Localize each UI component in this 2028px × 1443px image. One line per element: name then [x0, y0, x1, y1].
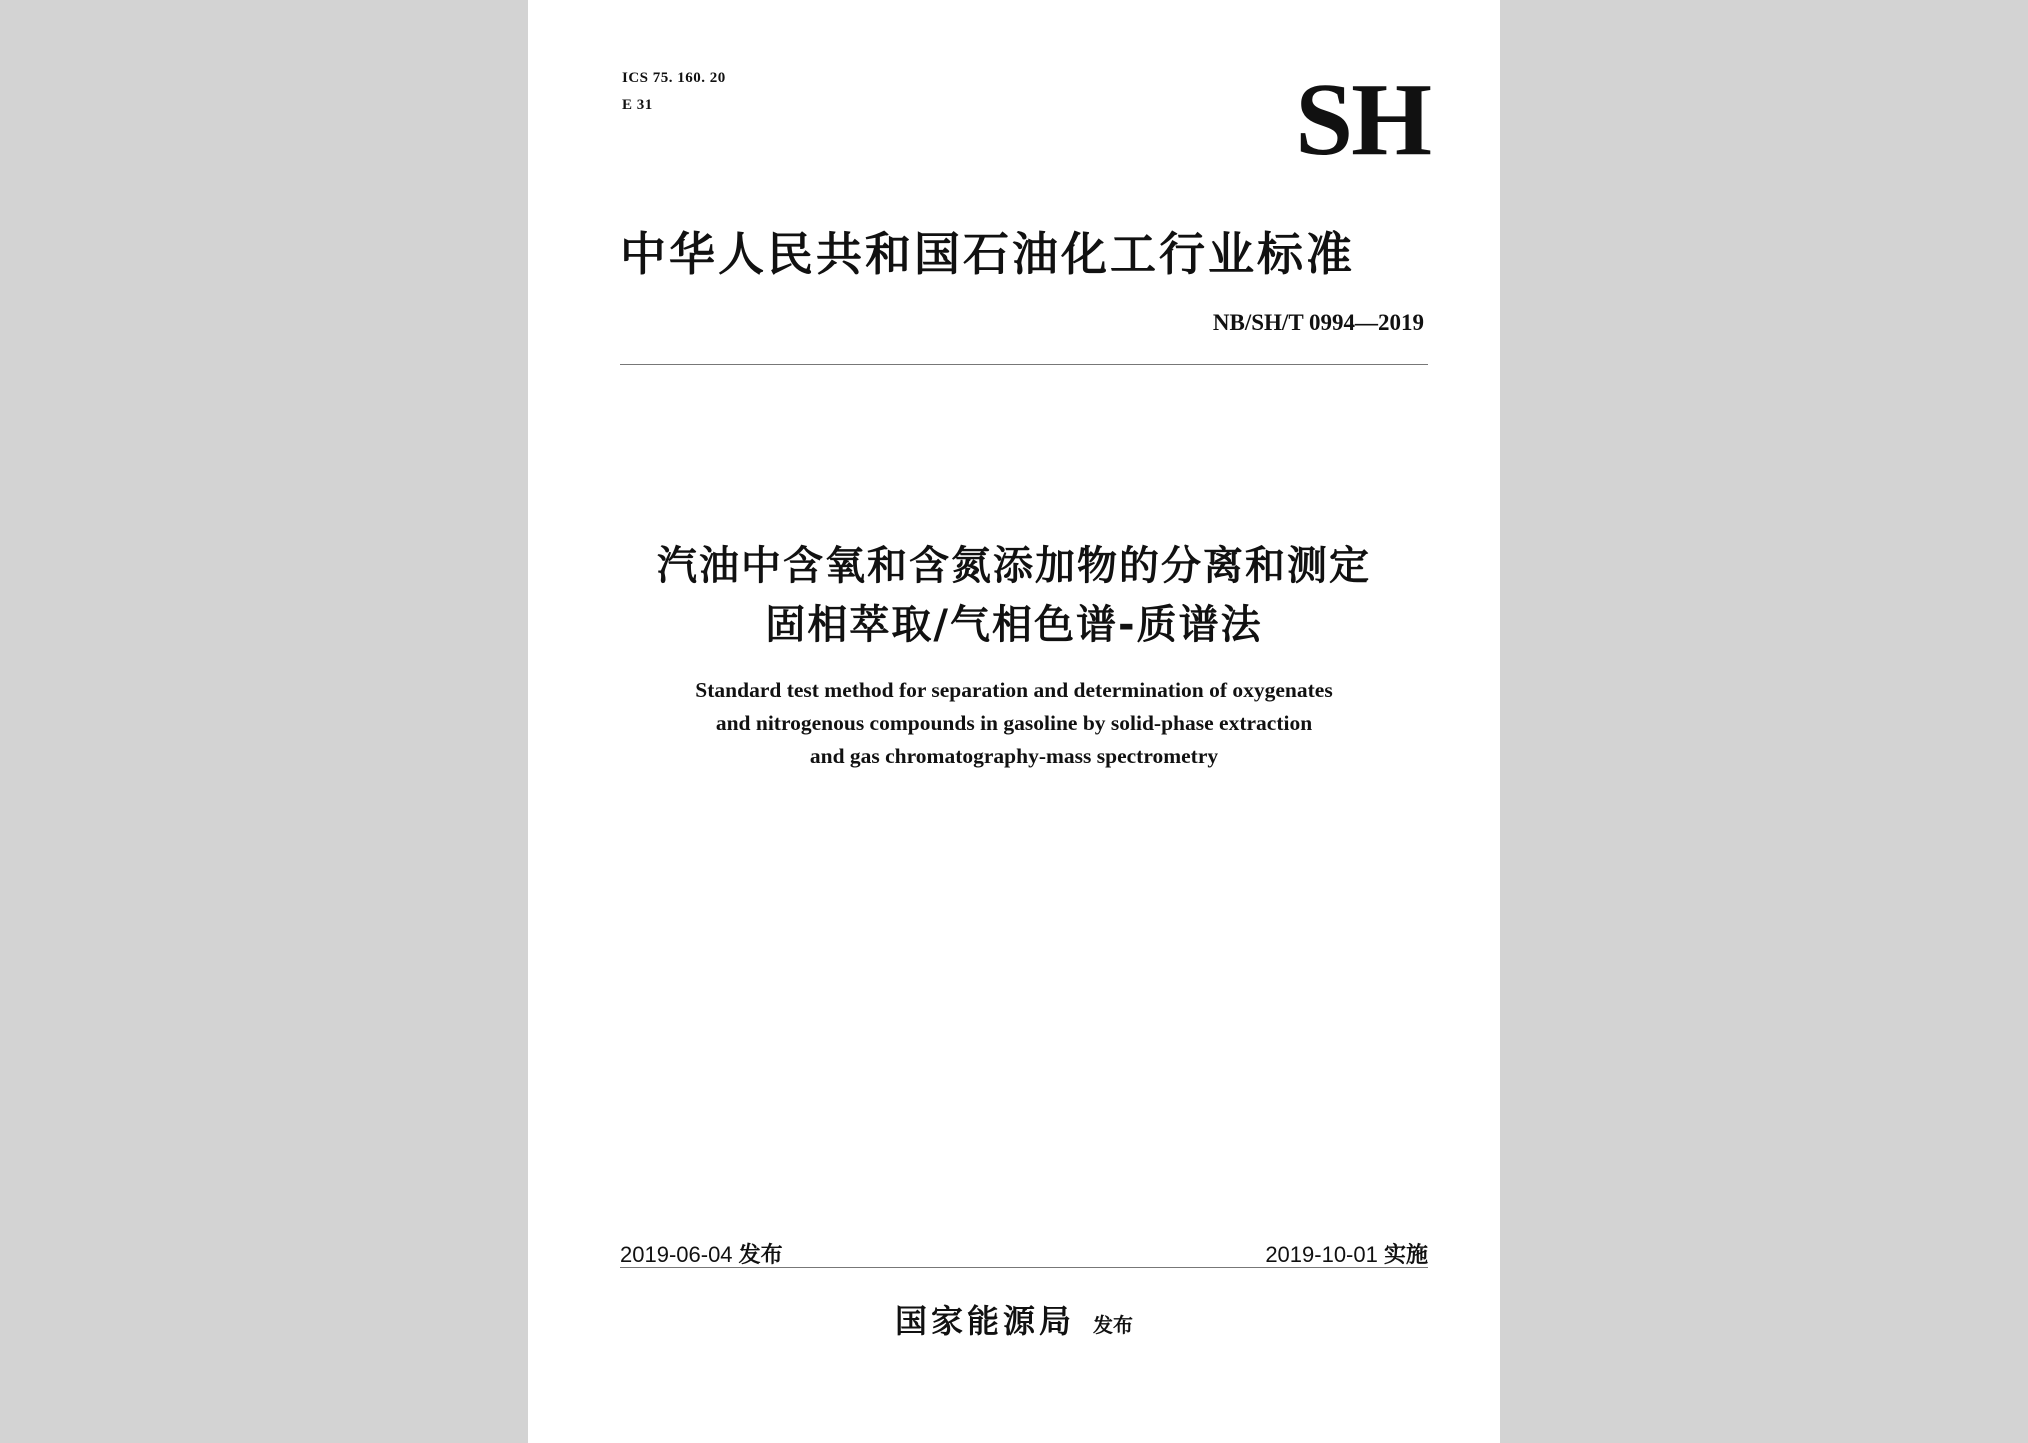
english-title-line-3: and gas chromatography-mass spectrometry: [809, 744, 1219, 768]
publish-date: [620, 1238, 783, 1269]
issuer-suffix: 发布: [1093, 1313, 1133, 1337]
ics-code: ICS 75. 160. 20: [622, 70, 726, 86]
english-title-line-2: and nitrogenous compounds in gasoline by solid-phase extraction: [715, 711, 1313, 735]
implement-date: [1265, 1238, 1428, 1269]
chinese-title-line-1: 汽油中含氧和含氮添加物的分离和测定: [657, 543, 1371, 589]
publish-date-value: 2019-06-04: [620, 1242, 733, 1267]
header-divider: [620, 364, 1428, 365]
publish-label: 发布: [738, 1243, 783, 1268]
english-title-line-1: Standard test method for separation and determination of oxygenates: [695, 678, 1333, 702]
chinese-title-line-2: 固相萃取/气相色谱-质谱法: [765, 602, 1263, 648]
document-page: [528, 0, 1500, 1443]
standard-category-title: 中华人民共和国石油化工行业标准: [620, 227, 1355, 281]
ccs-code: E 31: [622, 97, 653, 113]
sh-logo: SH: [1295, 62, 1430, 177]
issuer-name: 国家能源局: [894, 1302, 1075, 1340]
issuer: [528, 1296, 1500, 1342]
implement-date-value: 2019-10-01: [1265, 1242, 1378, 1267]
implement-label: 实施: [1383, 1243, 1428, 1268]
standard-number: NB/SH/T 0994—2019: [1212, 310, 1424, 335]
footer-divider: [620, 1267, 1428, 1268]
